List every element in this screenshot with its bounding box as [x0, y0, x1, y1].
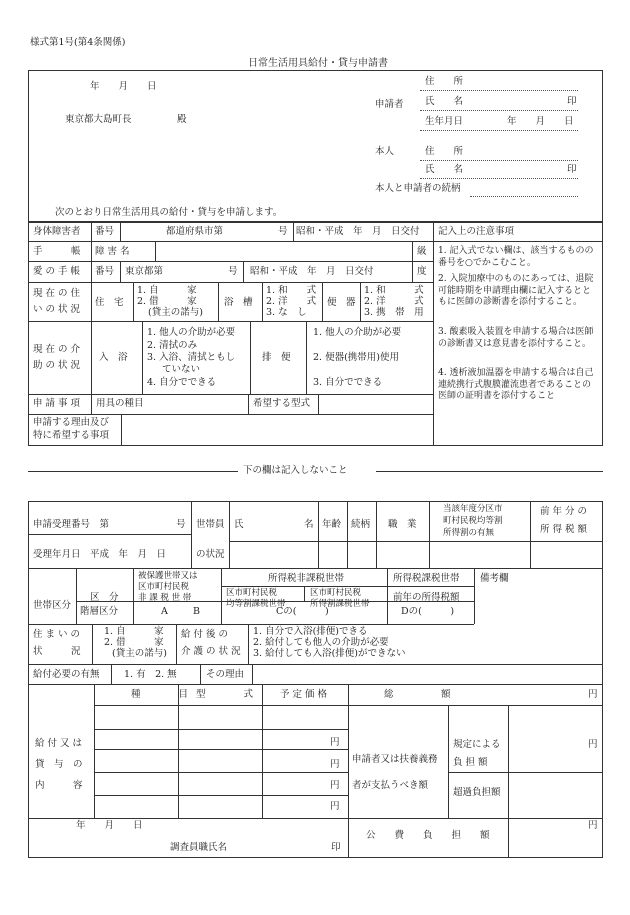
label-kyufugo1: 給 付 後 の [181, 629, 229, 640]
header-date: 年 月 日 [90, 81, 157, 92]
col-shokugyo: 職 業 [388, 519, 417, 530]
opt-b3[interactable]: 3. 携 帯 用 [364, 307, 424, 318]
price-yen-1: 円 [330, 737, 340, 748]
opt-n1[interactable]: 1. 他人の介助が必要 [147, 327, 236, 338]
label-showa-date: 昭和・平成 年 月 日交付 [296, 226, 420, 237]
label-d[interactable]: Dの( ) [401, 606, 455, 617]
opt-n2[interactable]: 2. 清拭のみ [147, 340, 198, 351]
label-techo: 手 帳 [33, 246, 81, 257]
label-showa-date2: 昭和・平成 年 月 日交付 [250, 266, 374, 277]
relation-label: 本人と申請者の続柄 [375, 183, 461, 194]
applicant-label: 申請者 [375, 99, 404, 110]
opt-k1[interactable]: 1. 自分で入浴(排便)できる [253, 626, 368, 637]
label-kyu: 級 [417, 246, 427, 257]
label-b[interactable]: B [193, 606, 200, 617]
opt-n3[interactable]: 3. 入浴、清拭ともし [147, 352, 236, 363]
label-shinsei-jiko: 申 請 事 項 [33, 398, 81, 409]
label-haiben: 排 便 [262, 352, 291, 363]
label-nyuyoku: 入 浴 [99, 352, 128, 363]
person-name-line[interactable] [420, 178, 578, 179]
opt-h2[interactable]: 2. 便器(携帯用)使用 [313, 352, 399, 363]
col-shumoku: 種 目 [131, 689, 189, 700]
relation-line[interactable] [470, 196, 578, 197]
label-choka: 超過負担額 [453, 787, 501, 798]
label-benki: 便 器 [327, 297, 356, 308]
person-name-label: 氏 名 [425, 164, 464, 175]
separator-text: 下の欄は記入しないこと [243, 465, 348, 476]
note-2: 2. 入院加療中のものにあっては、退院可能時期を申請理由欄に記入するとともに医師の診断書を添付すること。 [438, 274, 594, 308]
label-bango: 番号 [95, 226, 115, 237]
form-title: 日常生活用具給付・貸与申請書 [248, 58, 388, 69]
col-zokugara: 続柄 [351, 519, 371, 530]
label-c[interactable]: Cの( ) [276, 606, 329, 617]
sogaku-yen: 円 [588, 689, 598, 700]
opt-k3[interactable]: 3. 給付しても入浴(排便)ができない [253, 648, 406, 659]
label-todofuken: 都道府県市第 [166, 226, 224, 237]
opt-s2[interactable]: 2. 借 家 [104, 637, 164, 648]
label-kaijo1: 現 在 の 介 [33, 344, 81, 355]
label-zennen-shotoku: 前年の所得税額 [393, 592, 460, 603]
col-toga1: 当該年度分区市 [443, 504, 503, 514]
label-kyufu3: 内 容 [35, 780, 83, 791]
label-kitei2: 負 担 額 [453, 757, 488, 768]
label-juri-bango: 申請受理番号 第 [33, 519, 110, 530]
opt-y2[interactable]: 2. 洋 式 [266, 296, 317, 307]
label-kaiso-kubun: 階層区分 [80, 606, 119, 617]
label-setai-kubun: 世帯区分 [33, 600, 72, 611]
label-shogaimei: 障 害 名 [95, 246, 130, 257]
label-jutaku: 住 宅 [95, 297, 124, 308]
opt-b1[interactable]: 1. 和 式 [364, 285, 424, 296]
col-toga3: 所得割の有無 [443, 528, 495, 538]
label-a[interactable]: A [161, 606, 168, 617]
person-seal: 印 [567, 164, 577, 175]
label-kibo-katashiki: 希望する型式 [253, 398, 311, 409]
birthdate-line[interactable] [420, 130, 578, 131]
price-yen-3: 円 [330, 780, 340, 791]
label-go: 号 [278, 226, 288, 237]
birthdate-label: 生年月日 [425, 116, 464, 127]
label-sono-riyu: その理由 [206, 669, 245, 680]
person-address-label: 住 所 [425, 146, 464, 157]
seal: 印 [567, 96, 577, 107]
sign-date: 年 月 日 [76, 820, 143, 831]
opt-y1[interactable]: 1. 和 式 [266, 285, 317, 296]
label-futan1: 申請者又は扶養義務 [352, 754, 438, 765]
label-do: 度 [417, 266, 427, 277]
label-shotoku-kazei: 所得税課税世帯 [393, 573, 460, 584]
label-go2: 号 [228, 266, 238, 277]
label-juri-go: 号 [176, 519, 186, 530]
label-shintai: 身体障害者 [33, 226, 81, 237]
notes-title: 記入上の注意事項 [438, 226, 515, 237]
birthdate-value: 年 月 日 [507, 116, 574, 127]
label-biko: 備考欄 [480, 573, 509, 584]
address-label: 住 所 [425, 76, 464, 87]
label-futan2: 者が支払うべき額 [352, 780, 429, 791]
label-kushicho2-2: 所得割課税世帯 [310, 599, 370, 609]
label-yogu-shurui: 用具の種目 [96, 398, 144, 409]
opt-n4[interactable]: 4. 自分でできる [147, 377, 217, 388]
label-kyufu-hitsuyo: 給付必要の有無 [33, 669, 100, 680]
label-no-jokyo: の状況 [196, 549, 225, 560]
opt-s1[interactable]: 1. 自 家 [104, 626, 164, 637]
label-kohi: 公 費 負 担 額 [366, 830, 490, 841]
col-shimei: 氏 [234, 519, 244, 530]
request-text: 次のとおり日常生活用具の給付・貸与を申請します。 [55, 207, 283, 218]
addressee: 東京都大島町長 [65, 114, 132, 125]
label-sumai1: 現 在 の 住 [33, 288, 81, 299]
label-hihogo2: 区市町村民税 [138, 582, 190, 592]
col-zennen1: 前 年 分 の [540, 506, 588, 517]
label-hihogo1: 被保護世帯又は [138, 571, 198, 581]
label-setaiin: 世帯員 [196, 519, 225, 530]
opt-s2b: (貸主の諾与) [112, 648, 167, 659]
label-bango2: 番号 [95, 266, 115, 277]
address-line[interactable] [420, 90, 578, 91]
label-kitei1: 規定による [453, 739, 501, 750]
person-address-line[interactable] [420, 160, 578, 161]
name-line[interactable] [420, 110, 578, 111]
price-yen-2: 円 [330, 759, 340, 770]
col-sogaku: 総 額 [384, 689, 451, 700]
col-zennen2: 所 得 税 額 [540, 524, 588, 535]
separator-line-left [28, 471, 238, 472]
label-kyufu1: 給 付 又 は [35, 738, 83, 749]
col-toga2: 町村民税均等割 [443, 516, 503, 526]
label-kyufu2: 貸 与 の [35, 759, 83, 770]
label-sumai2: い の 状 況 [33, 304, 81, 315]
label-yokuso: 浴 槽 [224, 297, 253, 308]
honorific: 殿 [177, 114, 187, 125]
label-juri-date: 受理年月日 平成 年 月 日 [33, 549, 167, 560]
name-label: 氏 名 [425, 96, 464, 107]
note-3: 3. 酸素吸入装置を申請する場合は医師の診断書又は意見書を添付すること。 [438, 327, 594, 349]
label-sumai2-2: 状 況 [33, 646, 81, 657]
label-kushicho2-1: 区市町村民税 [310, 588, 362, 598]
opt-b2[interactable]: 2. 洋 式 [364, 296, 424, 307]
col-yotei-kakaku: 予 定 価 格 [280, 689, 328, 700]
label-kushicho2: 均等割課税世帯 [226, 599, 286, 609]
label-kaijo2: 助 の 状 況 [33, 360, 81, 371]
opt-n3b: ていない [162, 364, 201, 375]
label-ai-techo: 愛 の 手 帳 [33, 266, 81, 277]
opt-h3[interactable]: 3. 自分でできる [313, 377, 383, 388]
kitei-yen: 円 [588, 739, 598, 750]
note-4: 4. 透析液加温器を申請する場合は自己連続携行式腹膜灌流患者であることの医師の証明書を添付すること [438, 368, 594, 402]
note-1: 1. 記入式でない欄は、該当するものの番号を○でかこむこと。 [438, 246, 594, 268]
label-tokyo-dai: 東京都第 [125, 266, 164, 277]
label-riyu1: 申請する理由及び [33, 417, 110, 428]
opt-k2[interactable]: 2. 給付しても他人の介助が必要 [253, 637, 389, 648]
opt-y3[interactable]: 3. な し [266, 307, 307, 318]
label-chosain: 調査員職氏名 [170, 842, 228, 853]
separator-line-right [376, 471, 603, 472]
kohi-yen: 円 [588, 820, 598, 831]
person-label: 本人 [375, 146, 395, 157]
col-katashiki: 型 式 [196, 689, 254, 700]
col-nenrei: 年齢 [322, 519, 342, 530]
label-sumai2-1: 住 ま い の [33, 629, 81, 640]
label-shotoku-hikazei: 所得税非課税世帯 [268, 573, 345, 584]
form-number: 様式第1号(第4条関係) [30, 37, 126, 48]
opt-h1[interactable]: 1. 他人の介助が必要 [313, 327, 402, 338]
chosain-seal: 印 [331, 842, 341, 853]
label-riyu2: 特に希望する事項 [33, 430, 110, 441]
label-hihogo3: 非 課 税 世 帯 [138, 593, 192, 603]
price-yen-4: 円 [330, 801, 340, 812]
label-kubun: 区 分 [90, 592, 119, 603]
col-mei: 名 [304, 519, 314, 530]
opt-j2[interactable]: 2. 借 家 [137, 296, 197, 307]
opt-ari-nashi[interactable]: 1. 有 2. 無 [124, 669, 177, 680]
opt-j2b: (貸主の諾与) [148, 307, 203, 318]
opt-j1[interactable]: 1. 自 家 [137, 285, 197, 296]
label-kyufugo2: 介 護 の 状 況 [181, 646, 241, 657]
label-kushicho1: 区市町村民税 [226, 588, 278, 598]
